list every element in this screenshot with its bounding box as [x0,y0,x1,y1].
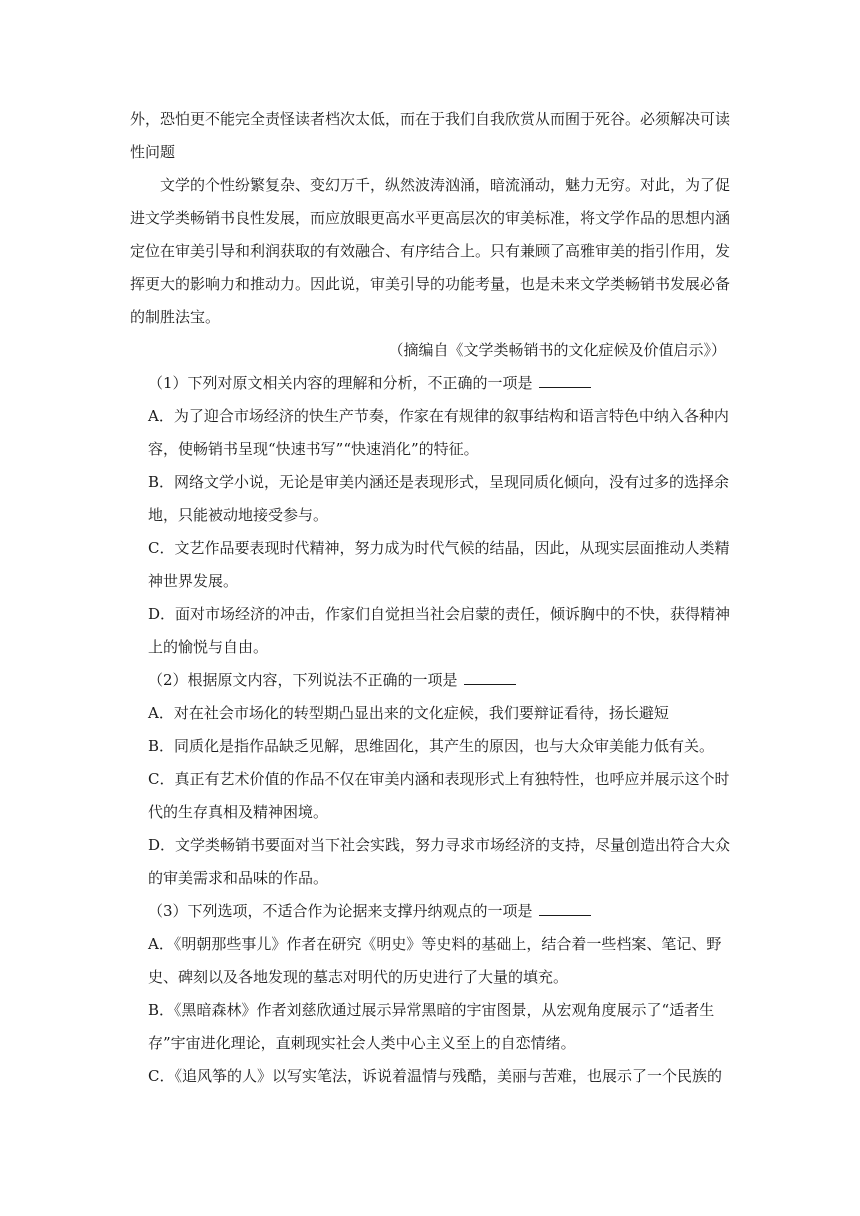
question-2-stem: （2）根据原文内容，下列说法不正确的一项是 [148,671,458,689]
option-line: A．《明朝那些事儿》作者在研究《明史》等史料的基础上，结合着一些档案、笔记、野 [148,935,722,953]
option-line: 地，只能被动地接受参与。 [148,506,329,524]
option-line: C．真正有艺术价值的作品不仅在审美内涵和表现形式上有独特性，也呼应并展示这个时 [148,770,730,788]
option-line: D．文学类畅销书要面对当下社会实践，努力寻求市场经济的支持，尽量创造出符合大众 [148,836,730,854]
answer-blank [464,670,516,685]
option-line: B．网络文学小说，无论是审美内涵还是表现形式，呈现同质化倾向，没有过多的选择余 [148,473,730,491]
paragraph-line: 定位在审美引导和利润获取的有效融合、有序结合上。只有兼顾了高雅审美的指引作用，发 [130,242,730,260]
passage-line: 性问题 [130,143,176,161]
option-line: 的审美需求和品味的作品。 [148,869,329,887]
question-1-stem: （1）下列对原文相关内容的理解和分析，不正确的一项是 [148,374,533,392]
answer-blank [539,373,591,388]
paragraph-line: 文学的个性纷繁复杂、变幻万千，纵然波涛汹涌，暗流涌动，魅力无穷。对此，为了促 [160,176,730,194]
question-stem [130,367,730,400]
option-line: 神世界发展。 [148,572,239,590]
option-line: 上的愉悦与自由。 [148,638,269,656]
question-3-stem: （3）下列选项，不适合作为论据来支撑丹纳观点的一项是 [148,902,533,920]
paragraph-line: 进文学类畅销书良性发展，而应放眼更高水平更高层次的审美标准，将文学作品的思想内涵 [130,209,730,227]
option-line: B．《黑暗森林》作者刘慈欣通过展示异常黑暗的宇宙图景，从宏观角度展示了“适者生 [148,1001,715,1019]
passage-line: 外，恐怕更不能完全责怪读者档次太低，而在于我们自我欣赏从而囿于死谷。必须解决可读 [130,110,730,128]
source-citation: （摘编自《文学类畅销书的文化症候及价值启示》） [388,341,726,359]
question-stem [130,664,730,697]
option-line: D．面对市场经济的冲击，作家们自觉担当社会启蒙的责任，倾诉胸中的不快，获得精神 [148,605,730,623]
option-line: 存”宇宙进化理论，直刺现实社会人类中心主义至上的自恋情绪。 [148,1034,576,1052]
option-line: C．《追风筝的人》以写实笔法，诉说着温情与残酷，美丽与苦难，也展示了一个民族的 [148,1067,722,1085]
option-line: B．同质化是指作品缺乏见解，思维固化，其产生的原因，也与大众审美能力低有关。 [148,737,715,755]
option-line: A．为了迎合市场经济的快生产节奏，作家在有规律的叙事结构和语言特色中纳入各种内 [148,407,729,425]
paragraph-line: 的制胜法宝。 [130,308,221,326]
option-line: 代的生存真相及精神困境。 [148,803,329,821]
option-line: 史、碑刻以及各地发现的墓志对明代的历史进行了大量的填充。 [148,968,569,986]
answer-blank [539,901,591,916]
paragraph-line: 挥更大的影响力和推动力。因此说，审美引导的功能考量，也是未来文学类畅销书发展必备 [130,275,730,293]
option-line: 容，使畅销书呈现“快速书写”“快速消化”的特征。 [148,440,479,458]
option-line: C．文艺作品要表现时代精神，努力成为时代气候的结晶，因此，从现实层面推动人类精 [148,539,730,557]
document-content [130,103,730,1093]
option-line: A．对在社会市场化的转型期凸显出来的文化症候，我们要辩证看待，扬长避短 [148,704,669,722]
question-stem [130,895,730,928]
